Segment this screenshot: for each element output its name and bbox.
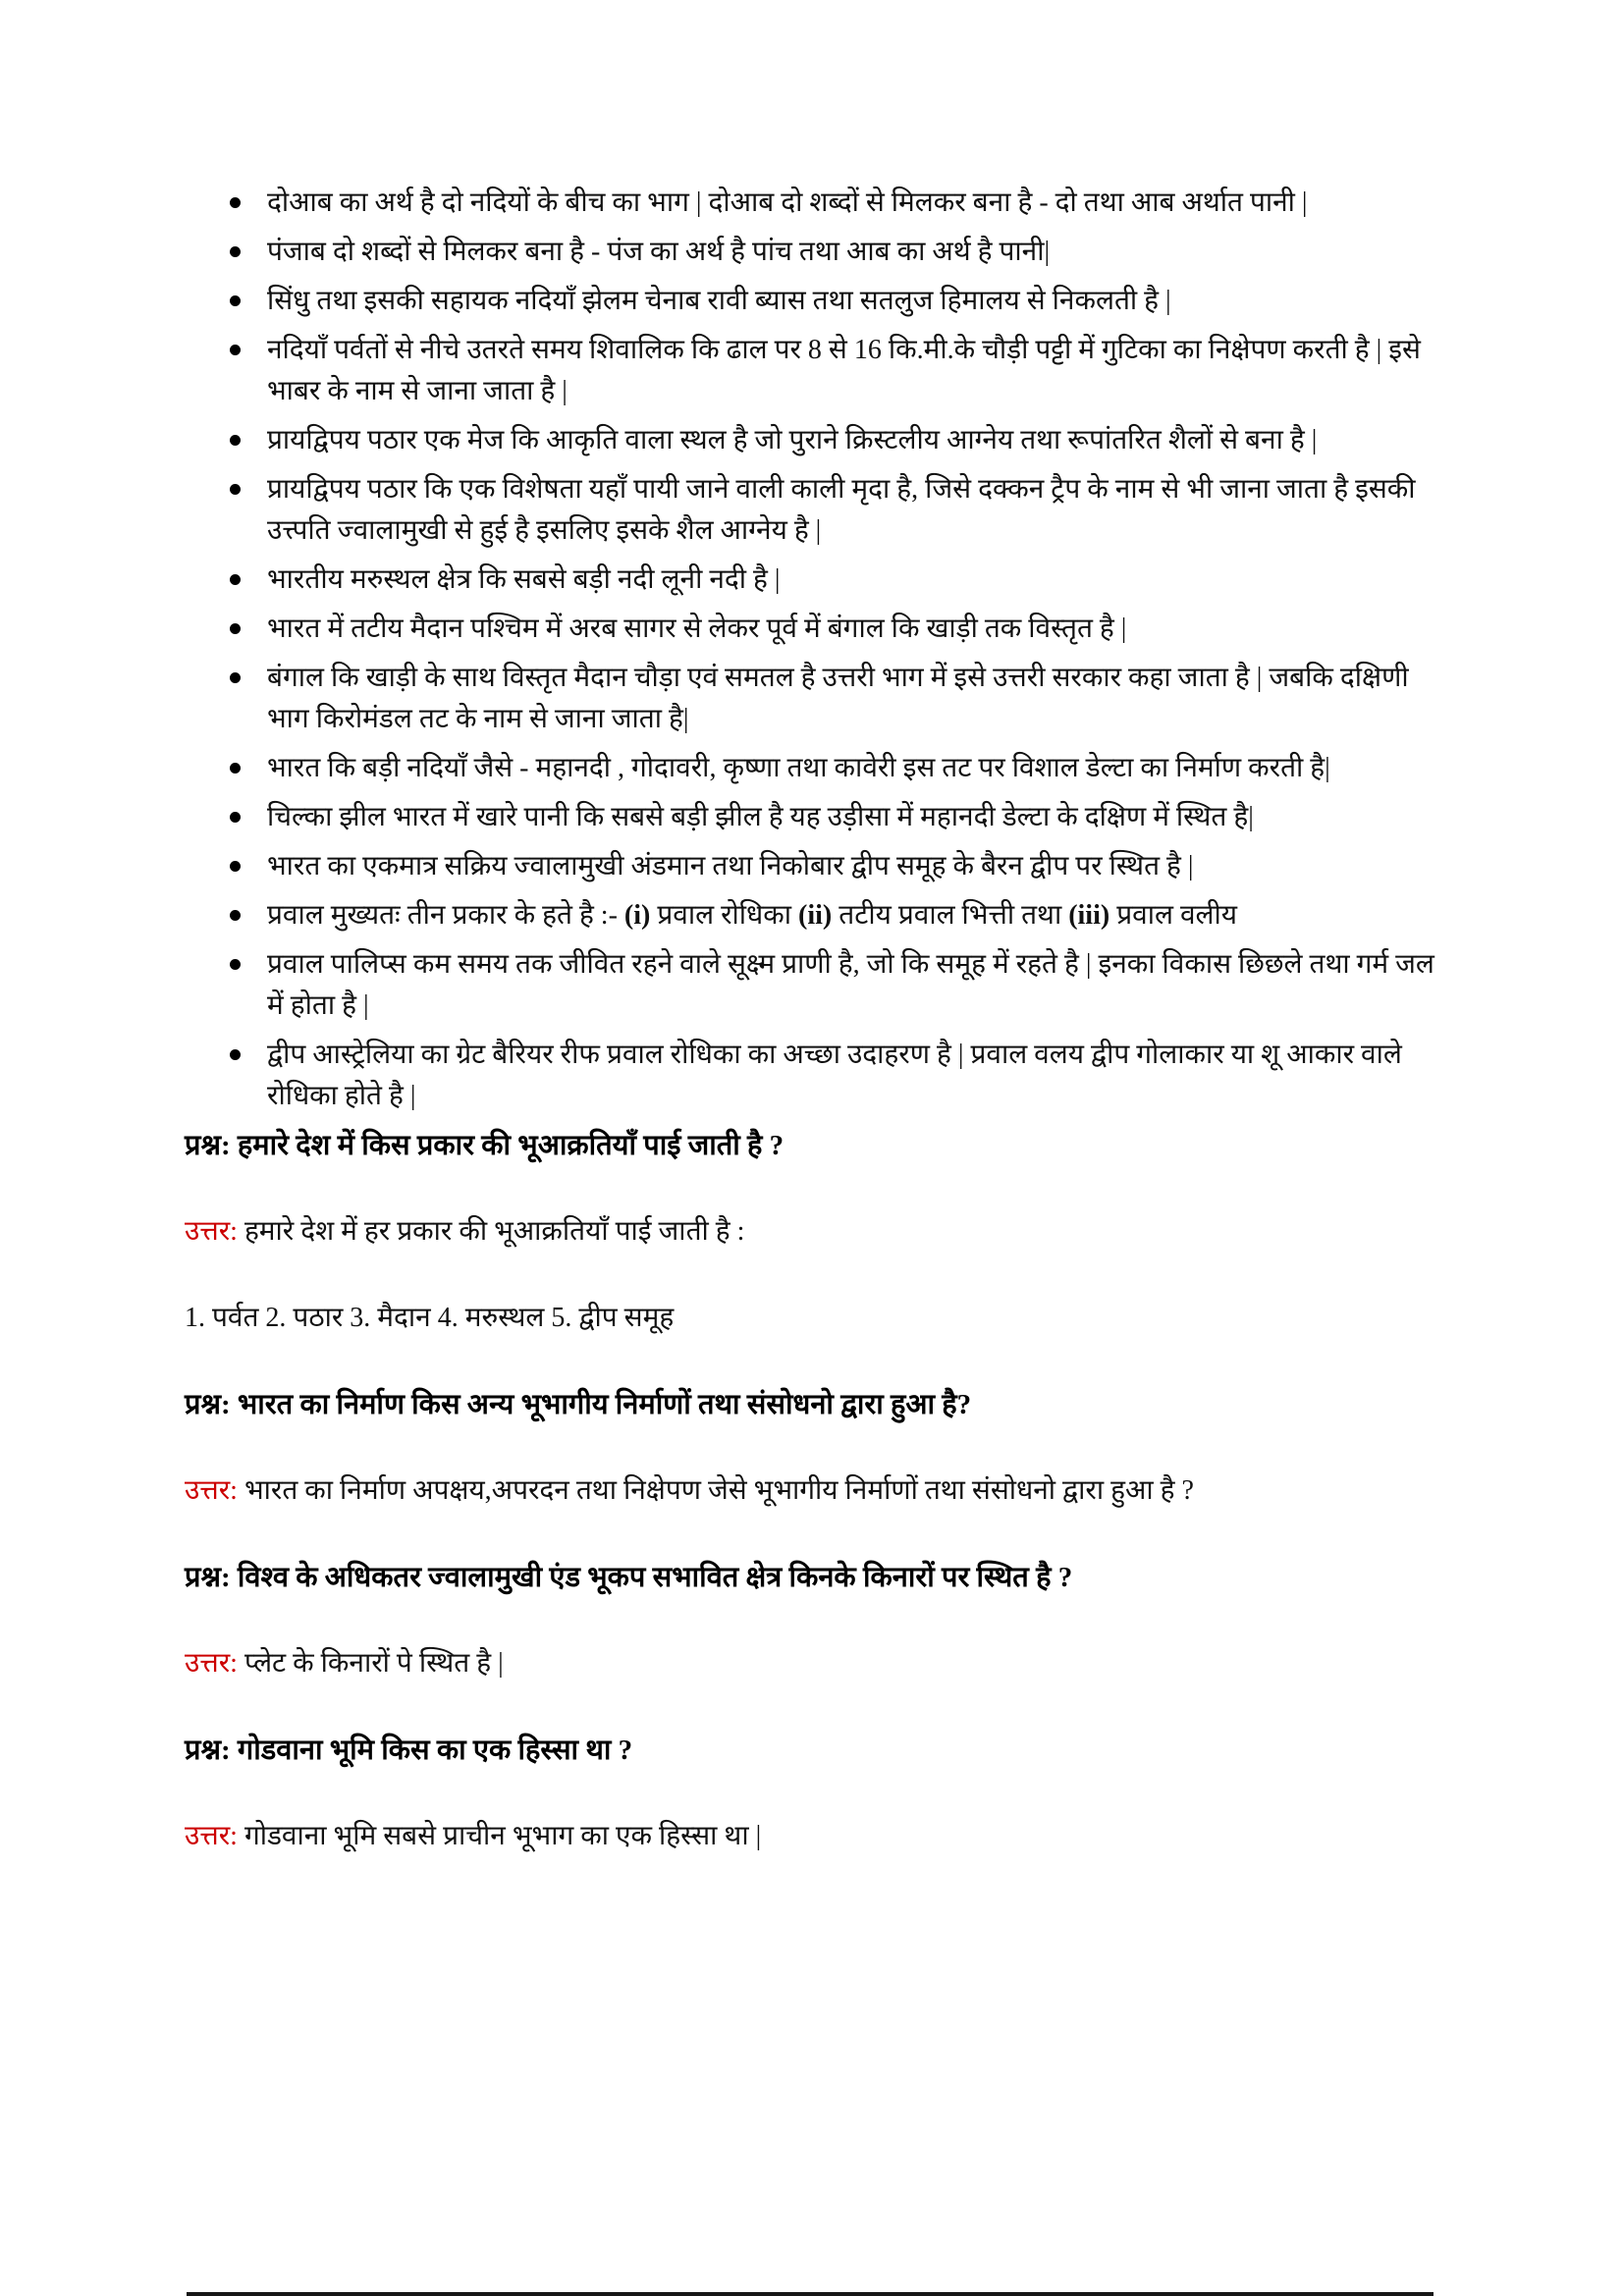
- answer-label: उत्तर:: [185, 1648, 238, 1679]
- bullet-item: [185, 420, 1440, 461]
- bullet-text: भारतीय मरुस्थल क्षेत्र कि सबसे बड़ी नदी लूनी नदी है |: [267, 564, 781, 595]
- bullet-text: प्रायद्विपय पठार एक मेज कि आकृति वाला स्थल है जो पुराने क्रिस्टलीय आग्नेय तथा रूपांतरित शैलों से बना है |: [267, 425, 1318, 455]
- answer-extra-line: 1. पर्वत 2. पठार 3. मैदान 4. मरुस्थल 5. द्वीप समूह: [185, 1303, 675, 1333]
- bullet-text: भारत में तटीय मैदान पश्चिम में अरब सागर से लेकर पूर्व में बंगाल कि खाड़ी तक विस्तृत है |: [267, 614, 1127, 644]
- bullet-text-bold: (i): [623, 900, 651, 931]
- bullet-list: [185, 183, 1440, 1117]
- bullet-text: तटीय प्रवाल भित्ती तथा: [832, 900, 1069, 931]
- bullet-text: सिंधु तथा इसकी सहायक नदियाँ झेलम चेनाब रावी ब्यास तथा सतलुज हिमालय से निकलती है |: [267, 286, 1171, 316]
- answer-label: उत्तर:: [185, 1821, 238, 1851]
- question-text: प्रश्न: हमारे देश में किस प्रकार की भूआक्रतियाँ पाई जाती है ?: [185, 1130, 784, 1161]
- bullet-text: प्रवाल रोधिका: [650, 900, 799, 931]
- answer-text: उत्तर: हमारे देश में हर प्रकार की भूआक्रतियाँ पाई जाती है :: [185, 1216, 745, 1247]
- bullet-text: द्वीप आस्ट्रेलिया का ग्रेट बैरियर रीफ प्रवाल रोधिका का अच्छा उदाहरण है | प्रवाल वलय द्वीप गोलाकार या शू आकार वाले रोधिका होते है |: [267, 1040, 1402, 1111]
- bullet-text: प्रवाल वलीय: [1109, 900, 1237, 931]
- bullet-text: प्रवाल पालिप्स कम समय तक जीवित रहने वाले सूक्ष्म प्राणी है, जो कि समूह में रहते है | इनका विकास छिछले तथा गर्म जल में होता है |: [267, 949, 1434, 1021]
- bullet-text: नदियाँ पर्वतों से नीचे उतरते समय शिवालिक कि ढाल पर 8 से 16 कि.मी.के चौड़ी पट्टी में गुटिका का निक्षेपण करती है | इसे भाबर के नाम से जाना जाता है |: [267, 335, 1421, 406]
- bullet-text: पंजाब दो शब्दों से मिलकर बना है - पंज का अर्थ है पांच तथा आब का अर्थ है पानी|: [267, 237, 1051, 267]
- bullet-item: [185, 658, 1440, 740]
- bullet-text: बंगाल कि खाड़ी के साथ विस्तृत मैदान चौड़ा एवं समतल है उत्तरी भाग में इसे उत्तरी सरकार कहा जाता है | जबकि दक्षिणी भाग किरोमंडल तट के नाम से जाना जाता है|: [267, 663, 1409, 734]
- answer-text: उत्तर: भारत का निर्माण अपक्षय,अपरदन तथा निक्षेपण जेसे भूभागीय निर्माणों तथा संसोधनो द्वारा हुआ है ?: [185, 1475, 1194, 1506]
- qa-block: [185, 1384, 1440, 1512]
- answer-label: उत्तर:: [185, 1475, 238, 1506]
- bullet-item: [185, 560, 1440, 601]
- bullet-item: [185, 469, 1440, 552]
- bottom-page-rule: [187, 2292, 1434, 2296]
- bullet-item: [185, 748, 1440, 789]
- bullet-text-bold: (ii): [798, 900, 833, 931]
- question-text: प्रश्न: गोडवाना भूमि किस का एक हिस्सा था ?: [185, 1735, 633, 1766]
- bullet-item: [185, 1035, 1440, 1117]
- bullet-item: [185, 944, 1440, 1027]
- qa-block: [185, 1125, 1440, 1339]
- answer-text: उत्तर: प्लेट के किनारों पे स्थित है |: [185, 1648, 504, 1679]
- question-text: प्रश्न: भारत का निर्माण किस अन्य भूभागीय निर्माणों तथा संसोधनो द्वारा हुआ है?: [185, 1389, 972, 1420]
- bullet-text: भारत का एकमात्र सक्रिय ज्वालामुखी अंडमान तथा निकोबार द्वीप समूह के बैरन द्वीप पर स्थित है |: [267, 851, 1194, 881]
- bullet-text: प्रवाल मुख्यतः तीन प्रकार के हते है :-: [267, 900, 624, 931]
- qa-block: [185, 1730, 1440, 1857]
- bullet-item: [185, 846, 1440, 887]
- bullet-item: [185, 797, 1440, 838]
- bullet-item: [185, 232, 1440, 273]
- bullet-text-bold: (iii): [1068, 900, 1110, 931]
- bullet-text: भारत कि बड़ी नदियाँ जैसे - महानदी , गोदावरी, कृष्णा तथा कावेरी इस तट पर विशाल डेल्टा का निर्माण करती है|: [267, 753, 1330, 783]
- bullet-item: [185, 281, 1440, 322]
- qa-block: [185, 1557, 1440, 1684]
- bullet-item: [185, 330, 1440, 412]
- qa-section: [185, 1125, 1440, 1857]
- bullet-text: प्रायद्विपय पठार कि एक विशेषता यहाँ पायी जाने वाली काली मृदा है, जिसे दक्कन ट्रैप के नाम से भी जाना जाता है इसकी उत्त्पति ज्वालामुखी से हुई है इसलिए इसके शैल आग्नेय है |: [267, 474, 1416, 546]
- bullet-text: दोआब का अर्थ है दो नदियों के बीच का भाग | दोआब दो शब्दों से मिलकर बना है - दो तथा आब अर्थात पानी |: [267, 187, 1308, 218]
- answer-label: उत्तर:: [185, 1216, 238, 1247]
- bullet-item: [185, 183, 1440, 224]
- answer-text: उत्तर: गोडवाना भूमि सबसे प्राचीन भूभाग का एक हिस्सा था |: [185, 1821, 762, 1851]
- bullet-item: [185, 609, 1440, 650]
- bullet-item: [185, 895, 1440, 936]
- question-text: प्रश्न: विश्व के अधिकतर ज्वालामुखी एंड भूकप सभावित क्षेत्र किनके किनारों पर स्थित है ?: [185, 1562, 1073, 1593]
- bullet-text: चिल्का झील भारत में खारे पानी कि सबसे बड़ी झील है यह उड़ीसा में महानदी डेल्टा के दक्षिण में स्थित है|: [267, 802, 1254, 832]
